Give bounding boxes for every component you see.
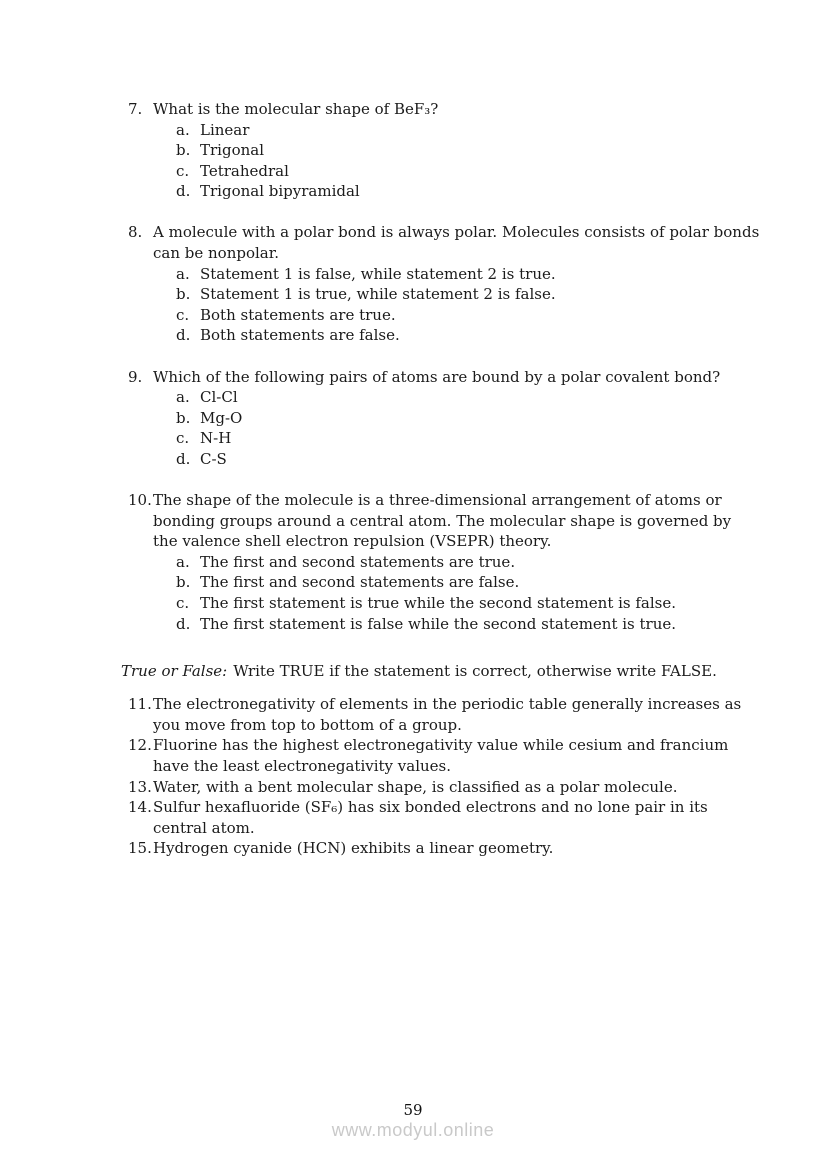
tf-item-number: 11. [128, 695, 152, 714]
option-text: The first and second statements are true. [200, 552, 516, 571]
tf-item-number: 14. [128, 798, 152, 817]
tf-item-number: 15. [128, 839, 152, 858]
true-false-list [128, 694, 788, 859]
option-text: The first statement is false while the second statement is true. [200, 614, 677, 633]
tf-item-text-line: you move from top to bottom of a group. [153, 715, 462, 734]
question-text-line: A molecule with a polar bond is always polar. Molecules consists of polar bonds [153, 223, 760, 242]
tf-item-15 [128, 838, 788, 859]
option-text: Statement 1 is true, while statement 2 is false. [200, 285, 556, 304]
option-letter: b. [176, 141, 191, 160]
option-text: N-H [200, 429, 232, 448]
option-text: Mg-O [200, 408, 243, 427]
option-item [128, 264, 788, 285]
option-item [128, 387, 788, 408]
option-text: Both statements are true. [200, 305, 396, 324]
question-number: 7. [128, 100, 143, 118]
question-line [128, 222, 788, 243]
page-number: 59 [403, 1101, 423, 1119]
true-false-instruction-text: Write TRUE if the statement is correct, otherwise write FALSE. [233, 662, 717, 681]
option-text: Tetrahedral [200, 161, 289, 180]
tf-line [128, 694, 788, 715]
option-text: Trigonal bipyramidal [200, 182, 360, 201]
question-line [128, 99, 788, 120]
option-item [128, 181, 788, 202]
option-item [128, 428, 788, 449]
option-item [128, 593, 788, 614]
tf-item-14 [128, 797, 788, 838]
option-item [128, 284, 788, 305]
option-text: C-S [200, 449, 227, 468]
tf-item-text-line: Fluorine has the highest electronegativity value while cesium and francium [153, 736, 729, 755]
option-letter: a. [176, 552, 190, 571]
question-line [128, 367, 788, 388]
question-line [128, 243, 788, 264]
question-item-8 [128, 222, 788, 346]
question-line [128, 511, 788, 532]
tf-line [128, 756, 788, 777]
option-text: Both statements are false. [200, 326, 400, 345]
true-false-label: True or False: [121, 662, 228, 681]
option-item [128, 552, 788, 573]
true-false-instruction [121, 661, 788, 682]
option-letter: d. [176, 326, 191, 345]
question-line [128, 531, 788, 552]
tf-item-12 [128, 735, 788, 776]
tf-item-11 [128, 694, 788, 735]
question-text-line: What is the molecular shape of BeF₃? [153, 100, 439, 118]
tf-line [128, 777, 788, 798]
tf-item-text-line: Water, with a bent molecular shape, is classified as a polar molecule. [153, 777, 678, 796]
option-item [128, 120, 788, 141]
site-watermark: www.modyul.online [331, 1120, 495, 1140]
option-item [128, 408, 788, 429]
option-item [128, 305, 788, 326]
tf-line [128, 715, 788, 736]
option-letter: c. [176, 305, 190, 324]
option-text: Statement 1 is false, while statement 2 is true. [200, 264, 556, 283]
tf-item-text-line: The electronegativity of elements in the periodic table generally increases as [153, 695, 742, 714]
option-text: Linear [200, 120, 250, 139]
question-text-line: bonding groups around a central atom. The molecular shape is governed by [153, 511, 732, 530]
question-number: 9. [128, 367, 143, 386]
option-text: Cl-Cl [200, 388, 238, 407]
question-text-line: The shape of the molecule is a three-dimensional arrangement of atoms or [153, 491, 722, 509]
tf-item-text-line: Sulfur hexafluoride (SF₆) has six bonded electrons and no lone pair in its [153, 798, 708, 817]
option-item [128, 140, 788, 161]
tf-item-number: 13. [128, 777, 152, 796]
tf-item-text-line: have the least electronegativity values. [153, 757, 452, 776]
option-item [128, 449, 788, 470]
tf-line [128, 818, 788, 839]
option-item [128, 572, 788, 593]
tf-line [128, 797, 788, 818]
option-letter: b. [176, 285, 191, 304]
option-letter: b. [176, 408, 191, 427]
option-letter: a. [176, 264, 190, 283]
question-item-7 [128, 99, 788, 202]
page-content [121, 99, 788, 859]
question-text-line: the valence shell electron repulsion (VSEPR) theory. [153, 532, 552, 551]
option-item [128, 325, 788, 346]
option-item [128, 614, 788, 635]
question-text-line: can be nonpolar. [153, 244, 280, 263]
option-text: Trigonal [200, 141, 265, 160]
question-number: 8. [128, 223, 143, 242]
tf-item-number: 12. [128, 736, 152, 755]
tf-item-text-line: central atom. [153, 818, 255, 837]
tf-item-text-line: Hydrogen cyanide (HCN) exhibits a linear geometry. [153, 839, 554, 858]
question-line [128, 490, 788, 511]
option-letter: c. [176, 429, 190, 448]
tf-line [128, 838, 788, 859]
tf-line [128, 735, 788, 756]
question-number: 10. [128, 491, 152, 509]
question-text-line: Which of the following pairs of atoms are bound by a polar covalent bond? [153, 367, 721, 386]
option-letter: a. [176, 388, 190, 407]
option-item [128, 161, 788, 182]
option-text: The first statement is true while the second statement is false. [200, 593, 677, 612]
option-letter: d. [176, 182, 191, 201]
option-letter: c. [176, 593, 190, 612]
option-letter: d. [176, 614, 191, 633]
option-letter: d. [176, 449, 191, 468]
question-item-10 [128, 490, 788, 634]
question-item-9 [128, 367, 788, 470]
option-text: The first and second statements are false. [200, 573, 520, 592]
option-letter: b. [176, 573, 191, 592]
option-letter: a. [176, 120, 190, 139]
option-letter: c. [176, 161, 190, 180]
tf-item-13 [128, 777, 788, 798]
